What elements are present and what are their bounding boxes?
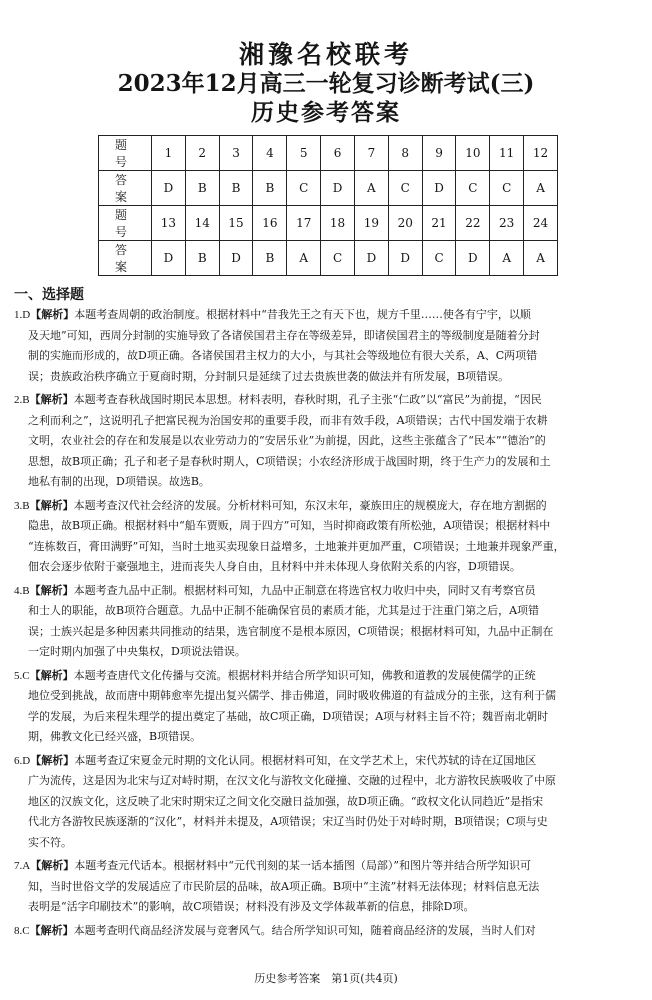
- answer-table-row: [99, 241, 558, 276]
- question-answer-label: 8.C: [14, 924, 30, 937]
- answer-cell: D: [422, 171, 456, 206]
- analysis-tag: 【解析】: [30, 308, 75, 321]
- explanation-text: 本题考查元代话本。根据材料中“元代刊刻的某一话本插图（局部）”和图片等并结合所学知识可: [74, 859, 531, 872]
- explanation-line: [14, 516, 638, 537]
- row-header: 题 号: [99, 136, 152, 171]
- explanation-line: [14, 642, 638, 663]
- question-number-cell: 14: [185, 206, 219, 241]
- question-number-cell: 5: [287, 136, 321, 171]
- explanation-item: [14, 666, 638, 748]
- explanation-item: [14, 496, 638, 578]
- answer-cell: D: [321, 171, 355, 206]
- exam-title: 2023年12月高三一轮复习诊断考试(三): [117, 70, 535, 97]
- explanation-line: [14, 557, 638, 578]
- answer-cell: C: [321, 241, 355, 276]
- analysis-tag: 【解析】: [29, 923, 74, 937]
- question-number-cell: 1: [152, 136, 186, 171]
- row-header: 答 案: [99, 241, 152, 276]
- question-number-cell: 6: [321, 136, 355, 171]
- explanation-line: [14, 771, 638, 792]
- question-number-cell: 3: [219, 136, 253, 171]
- row-header: 答 案: [99, 171, 152, 206]
- answer-cell: A: [490, 241, 524, 276]
- question-number-cell: 24: [524, 206, 558, 241]
- explanation-line: [14, 431, 638, 452]
- answer-table-row: [99, 171, 558, 206]
- explanation-text: 佃农会逐步依附于豪强地主，进而丧失人身自由，且材料中并未体现人身依附关系的内容，D项错误。: [28, 560, 521, 573]
- explanation-text: 思想，故B项正确；孔子和老子是春秋时期人，C项错误；小农经济形成于战国时期，终于生产力的发展和土: [28, 454, 551, 468]
- question-number-cell: 23: [490, 206, 524, 241]
- question-number-cell: 13: [152, 206, 186, 241]
- answer-cell: B: [219, 171, 253, 206]
- explanation-line: [14, 897, 638, 918]
- analysis-tag: 【解析】: [30, 859, 75, 872]
- explanation-line: [14, 537, 638, 558]
- explanation-line: [14, 601, 638, 622]
- page-footer: 历史参考答案 第1页(共4页): [254, 972, 398, 985]
- explanation-line: [14, 856, 638, 877]
- explanation-text: 之利而利之”，这说明孔子把富民视为治国安邦的重要手段，而非有效手段，A项错误；古代中国发端于农耕: [28, 413, 548, 427]
- exam-series-title: 湘豫名校联考: [238, 40, 413, 69]
- explanation-text: 制的实施而形成的，故D项正确。各诸侯国君主权力的大小，与其社会等级地位有很大关系，A、C两项错: [28, 349, 538, 362]
- explanation-text: 广为流传，这是因为北宋与辽对峙时期，在汉文化与游牧文化碰撞、交融的过程中，北方游牧民族吸收了中原: [28, 774, 556, 787]
- answer-cell: A: [287, 241, 321, 276]
- question-number-cell: 17: [287, 206, 321, 241]
- question-answer-label: 4.B: [14, 584, 30, 597]
- explanation-text: 一定时期内加强了中央集权，D项说法错误。: [28, 645, 246, 658]
- analysis-tag: 【解析】: [29, 393, 74, 406]
- question-answer-label: 5.C: [14, 669, 30, 682]
- answer-table-row: [99, 206, 558, 241]
- answer-cell: D: [219, 241, 253, 276]
- explanation-text: 地位受到挑战，故而唐中期韩愈率先提出复兴儒学、排击佛道，同时吸收佛道的有益成分的主张，这有利于儒: [28, 689, 556, 702]
- explanation-text: 本题考查春秋战国时期民本思想。材料表明，春秋时期，孔子主张“仁政”以“富民”为前提，“因民: [73, 393, 542, 406]
- explanation-line: [14, 472, 638, 493]
- explanation-text: 本题考查辽宋夏金元时期的文化认同。根据材料可知，在文学艺术上，宋代苏轼的诗在辽国地区: [74, 753, 537, 767]
- explanation-text: 学的发展，为后来程朱理学的提出奠定了基础，故C项正确，D项错误；A项与材料主旨不符；魏晋南北朝时: [28, 709, 549, 723]
- explanation-text: 本题考查唐代文化传播与交流。根据材料并结合所学知识可知，佛教和道教的发展使儒学的正统: [73, 668, 536, 682]
- explanation-text: 误；士族兴起是多种因素共同推动的结果，选官制度不是根本原因，C项错误；根据材料可知，九品中正制在: [28, 624, 554, 638]
- row-header: 题 号: [99, 206, 152, 241]
- explanation-line: [14, 622, 638, 643]
- question-answer-label: 2.B: [14, 394, 30, 406]
- explanation-line: [14, 346, 638, 367]
- answer-cell: A: [524, 241, 558, 276]
- explanation-text: 地私有制的出现，D项错误。故选B。: [28, 475, 210, 488]
- explanation-text: 本题考查明代商品经济发展与竞奢风气。结合所学知识可知，随着商品经济的发展，当时人们对: [73, 923, 536, 937]
- analysis-tag: 【解析】: [30, 753, 75, 767]
- explanation-item: [14, 921, 638, 942]
- explanation-text: 和士人的职能，故B项符合题意。九品中正制不能确保官员的素质才能，尤其是过于注重门第之后，A项错: [28, 604, 540, 617]
- explanation-line: [14, 367, 638, 388]
- question-number-cell: 9: [422, 136, 456, 171]
- explanation-text: 知，当时世俗文学的发展适应了市民阶层的品味，故A项正确。B项中“主流”材料无法体现；材料信息无法: [28, 879, 540, 893]
- explanation-text: 实不符。: [28, 835, 72, 849]
- answer-explanations: [14, 305, 638, 941]
- explanation-line: [14, 326, 638, 347]
- explanation-text: 本题考查周朝的政治制度。根据材料中“昔我先王之有天下也，规方千里……使各有宁宇，以顺: [74, 308, 531, 321]
- answer-cell: B: [185, 241, 219, 276]
- answer-cell: B: [253, 171, 287, 206]
- question-number-cell: 20: [388, 206, 422, 241]
- explanation-line: [14, 581, 638, 602]
- explanation-line: [14, 707, 638, 728]
- explanation-line: [14, 411, 638, 432]
- question-number-cell: 16: [253, 206, 287, 241]
- explanation-text: 误；贵族政治秩序确立于夏商时期，分封制只是延续了过去贵族世袭的做法并有所发展，B项错误。: [28, 369, 510, 383]
- explanation-line: [14, 751, 638, 772]
- question-number-cell: 11: [490, 136, 524, 171]
- question-number-cell: 15: [219, 206, 253, 241]
- explanation-item: [14, 581, 638, 663]
- question-number-cell: 2: [185, 136, 219, 171]
- answer-cell: C: [456, 171, 490, 206]
- answer-cell: A: [354, 171, 388, 206]
- explanation-text: 本题考查汉代社会经济的发展。分析材料可知，东汉末年，豪族田庄的规模庞大，存在地方割据的: [73, 498, 547, 512]
- explanation-line: [14, 921, 638, 942]
- answer-cell: C: [287, 171, 321, 206]
- explanation-text: 期，佛教文化已经兴盛，B项错误。: [28, 730, 202, 743]
- analysis-tag: 【解析】: [29, 498, 74, 512]
- explanation-line: [14, 686, 638, 707]
- document-title: 历史参考答案: [251, 99, 401, 126]
- explanation-line: [14, 812, 638, 833]
- explanation-text: 代北方各游牧民族逐渐的“汉化”，材料并未提及，A项错误；宋辽当时仍处于对峙时期，B项错误；C项与史: [28, 815, 548, 828]
- answer-cell: C: [388, 171, 422, 206]
- explanation-text: 隐患，故B项正确。根据材料中“船车贾贩，周于四方”可知，当时抑商政策有所松弛，A项错误；根据材料中: [28, 519, 551, 532]
- answer-cell: D: [388, 241, 422, 276]
- section-title: 一、选择题: [14, 287, 84, 303]
- explanation-line: [14, 833, 638, 854]
- explanation-line: [14, 305, 638, 326]
- answer-cell: C: [490, 171, 524, 206]
- answer-cell: D: [152, 241, 186, 276]
- explanation-line: [14, 452, 638, 473]
- answer-table: [98, 135, 558, 276]
- question-number-cell: 19: [354, 206, 388, 241]
- answer-cell: D: [152, 171, 186, 206]
- question-number-cell: 21: [422, 206, 456, 241]
- question-number-cell: 7: [354, 136, 388, 171]
- answer-cell: D: [354, 241, 388, 276]
- question-answer-label: 1.D: [14, 309, 31, 321]
- analysis-tag: 【解析】: [29, 668, 74, 682]
- question-number-cell: 12: [524, 136, 558, 171]
- explanation-text: 表明是“活字印刷技术”的影响，故C项错误；材料没有涉及文学体裁革新的信息，排除D项。: [28, 900, 475, 913]
- question-number-cell: 18: [321, 206, 355, 241]
- explanation-item: [14, 390, 638, 493]
- analysis-tag: 【解析】: [29, 583, 74, 597]
- explanation-text: 及天地”可知，西周分封制的实施导致了各诸侯国君主存在等级差异，即诸侯国君主的等级制度是随着分封: [28, 328, 540, 342]
- question-number-cell: 10: [456, 136, 490, 171]
- question-number-cell: 4: [253, 136, 287, 171]
- question-number-cell: 8: [388, 136, 422, 171]
- explanation-line: [14, 390, 638, 411]
- explanation-line: [14, 727, 638, 748]
- answer-table-row: [99, 136, 558, 171]
- question-answer-label: 7.A: [14, 860, 31, 872]
- question-answer-label: 6.D: [14, 754, 31, 767]
- explanation-text: 本题考查九品中正制。根据材料可知，九品中正制意在将选官权力收归中央，同时又有考察官员: [73, 583, 536, 597]
- explanation-text: 文明，农业社会的存在和发展是以农业劳动力的“安居乐业”为前提，因此，这些主张蕴含了“民本”“德治”的: [28, 434, 546, 447]
- answer-cell: B: [253, 241, 287, 276]
- answer-cell: A: [524, 171, 558, 206]
- explanation-line: [14, 666, 638, 687]
- explanation-item: [14, 856, 638, 918]
- question-number-cell: 22: [456, 206, 490, 241]
- explanation-text: “连栋数百，膏田满野”可知，当时土地买卖现象日益增多，土地兼并更加严重，C项错误；土地兼并现象严重，: [28, 539, 565, 553]
- explanation-line: [14, 792, 638, 813]
- question-answer-label: 3.B: [14, 499, 30, 512]
- answer-cell: B: [185, 171, 219, 206]
- answer-cell: C: [422, 241, 456, 276]
- explanation-item: [14, 751, 638, 854]
- answer-cell: D: [456, 241, 490, 276]
- title-block: [0, 0, 652, 128]
- explanation-item: [14, 305, 638, 387]
- explanation-line: [14, 496, 638, 517]
- explanation-line: [14, 877, 638, 898]
- explanation-text: 地区的汉族文化，这反映了北宋时期宋辽之间文化交融日益加强，故D项正确。“政权文化认同趋近”是指宋: [28, 794, 544, 808]
